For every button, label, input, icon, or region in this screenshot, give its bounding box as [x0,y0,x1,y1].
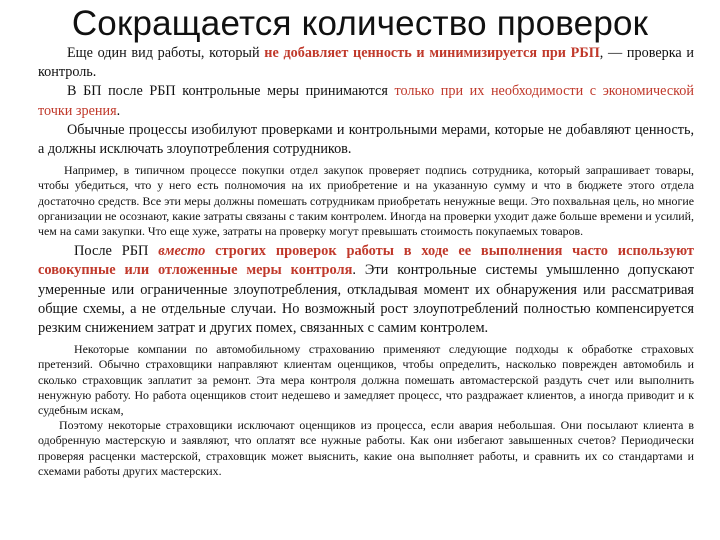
paragraph-1 [38,44,694,82]
p5-text-d: . Эти контрольные системы умышленно допускают умеренные или ограниченные злоупотребления, откладывая момент их обнаружения или рассматривая общие схемы, а не отдельные случаи. Но возможный рост злоупотреблений полностью компенсируется резким снижением затрат и других помех, связанных с самим контролем. [38,262,694,337]
p1-highlight: не добавляет ценность и минимизируется при РБП [264,45,600,61]
p5-text-a: После РБП [74,243,159,260]
paragraph-4: Например, в типичном процессе покупки отдел закупок проверяет подпись сотрудника, который запрашивает товары, чтобы убедиться, что у него есть полномочия на их приобретение и на указанную сумму и что в бюджете этого отдела достаточно средств. Все эти меры должны помешать сотрудникам приобретать ненужные вещи. Это похвальная цель, но многие организации не осознают, какие затраты связаны с таким контролем. Иногда на проверки уходит даже больше времени и усилий, чем на сами закупки. Что еще хуже, затраты на проверку могут превышать стоимость покупаемых товаров. [38,163,694,239]
p2-text-a: В БП после РБП контрольные меры принимаются [67,83,395,100]
paragraph-5 [38,242,694,338]
p1-text-c: , — проверка и контроль. [38,45,694,81]
paragraph-3: Обычные процессы изобилуют проверками и контрольными мерами, которые не добавляют ценность, а должны исключать злоупотребления сотрудников. [38,121,694,158]
p1-text-a: Еще один вид работы, который [67,45,265,61]
paragraph-6: Некоторые компании по автомобильному страхованию применяют следующие подходы к обработке страховых претензий. Обычно страховщики направляют клиентам оценщиков, чтобы определить, насколько поврежден автомобиль и сколько страховщик заплатит за ремонт. Эта мера контроля должна помешать автомастерской раздуть счет или выполнить ненужную работу. Но работа оценщиков стоит недешево и замедляет процесс, что раздражает клиентов, а иногда приводит и к судебным искам, [38,342,694,418]
p2-highlight: только при их необходимости с экономической точки зрения [38,83,694,119]
p5-highlight-italic: вместо [158,243,206,260]
p2-text-c: . [116,102,121,119]
paragraph-2 [38,82,694,120]
slide-body [38,44,694,479]
paragraph-7: Поэтому некоторые страховщики исключают оценщиков из процесса, если авария небольшая. Они посылают клиента в одобренную мастерскую и заявляют, что оплатят все нужные работы. Как они избегают завышенных счетов? Периодически проверяя расценки мастерской, страховщик может выяснить, какие она выполняет работы, и сравнить их со стандартами и схемами работы других мастерских. [38,418,694,478]
p5-highlight: строгих проверок работы в ходе ее выполнения часто используют совокупные или отложенные меры контроля [38,243,694,279]
slide-title: Сокращается количество проверок [71,4,649,43]
